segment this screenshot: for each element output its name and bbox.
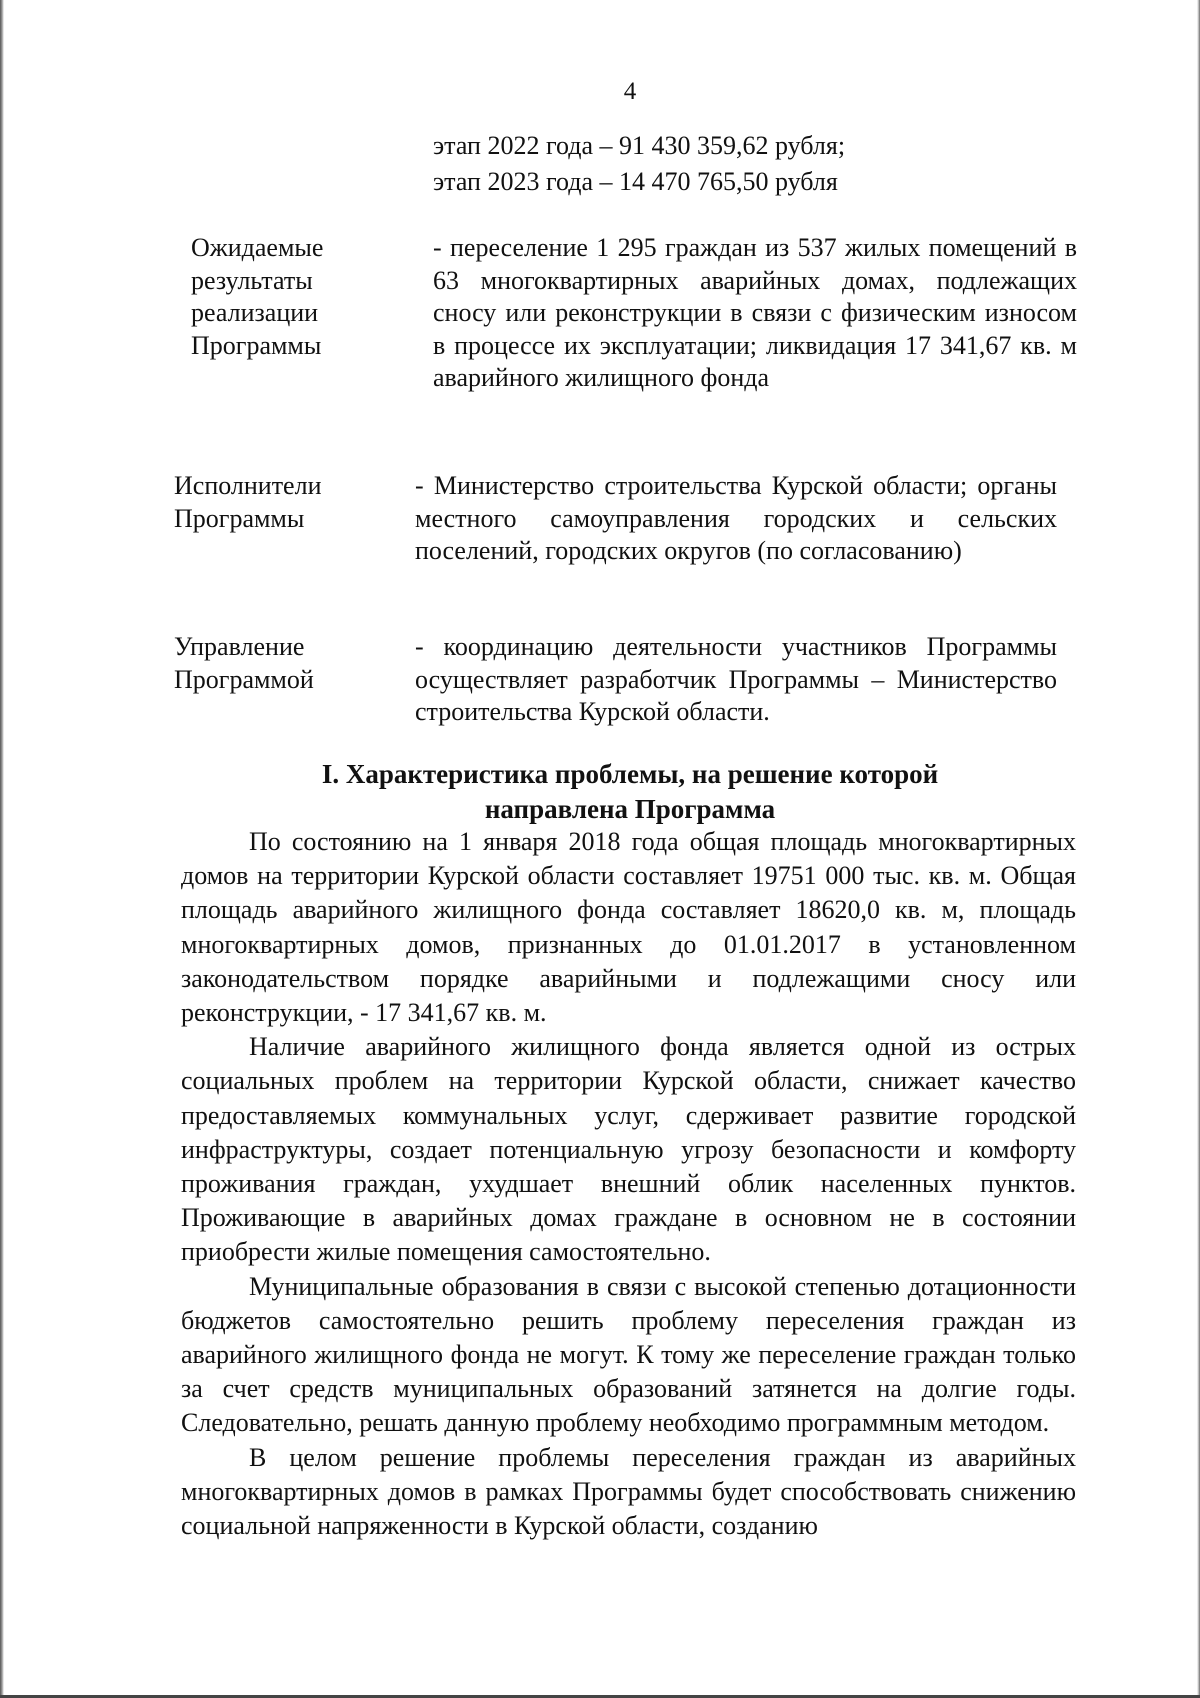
funding-stage-2022: этап 2022 года – 91 430 359,62 рубля; <box>433 131 846 160</box>
paragraph: В целом решение проблемы переселения граждан из аварийных многоквартирных домов в рамках Программы будет способствовать снижению социальной напряженности в Курской области, созданию <box>181 1442 1076 1541</box>
paragraph: Наличие аварийного жилищного фонда является одной из острых социальных проблем на территории Курской области, снижает качество предоставляемых коммунальных услуг, сдерживает развитие городской инфраструктуры, создает потенциальную угрозу безопасности и комфорту проживания граждан, ухудшает внешний облик населенных пунктов. Проживающие в аварийных домах граждане в основном не в состоянии приобрести жилые помещения самостоятельно. <box>181 1032 1076 1267</box>
row-text-executors: - Министерство строительства Курской области; органы местного самоуправления городских и сельских поселений, городских округов (по согласованию) <box>415 471 1057 565</box>
scan-edge-left <box>0 0 4 1698</box>
row-label-management: Управление Программой <box>174 632 314 694</box>
page-number: 4 <box>623 78 637 105</box>
paragraph: Муниципальные образования в связи с высокой степенью дотационности бюджетов самостоятельно решить проблему переселения граждан из аварийного жилищного фонда не могут. К тому же переселение граждан только за счет средств муниципальных образований затянется на долгие годы. Следовательно, решать данную проблему необходимо программным методом. <box>181 1271 1076 1438</box>
funding-stages <box>433 128 845 200</box>
row-label-expected-results: Ожидаемые результаты реализации Программы <box>191 233 324 360</box>
section-title: I. Характеристика проблемы, на решение которой направлена Программа <box>321 759 939 824</box>
row-text-expected-results: - переселение 1 295 граждан из 537 жилых помещений в 63 многоквартирных аварийных домах, подлежащих сносу или реконструкции в связи с физическим износом в процессе их эксплуатации; ликвидация 17 341,67 кв. м аварийного жилищного фонда <box>433 233 1077 392</box>
paragraph: По состоянию на 1 января 2018 года общая площадь многоквартирных домов на территории Курской области составляет 19751 000 тыс. кв. м. Общая площадь аварийного жилищного фонда составляет 18620,0 кв. м, площадь многоквартирных домов, признанных до 01.01.2017 в установленном законодательством порядке аварийными и подлежащими сносу или реконструкции, - 17 341,67 кв. м. <box>181 827 1076 1028</box>
funding-stage-2023: этап 2023 года – 14 470 765,50 рубля <box>433 167 838 196</box>
row-label-executors: Исполнители Программы <box>174 471 322 533</box>
section-body <box>181 825 1076 1543</box>
row-text-management: - координацию деятельности участников Программы осуществляет разработчик Программы – Министерство строительства Курской области. <box>415 632 1057 726</box>
